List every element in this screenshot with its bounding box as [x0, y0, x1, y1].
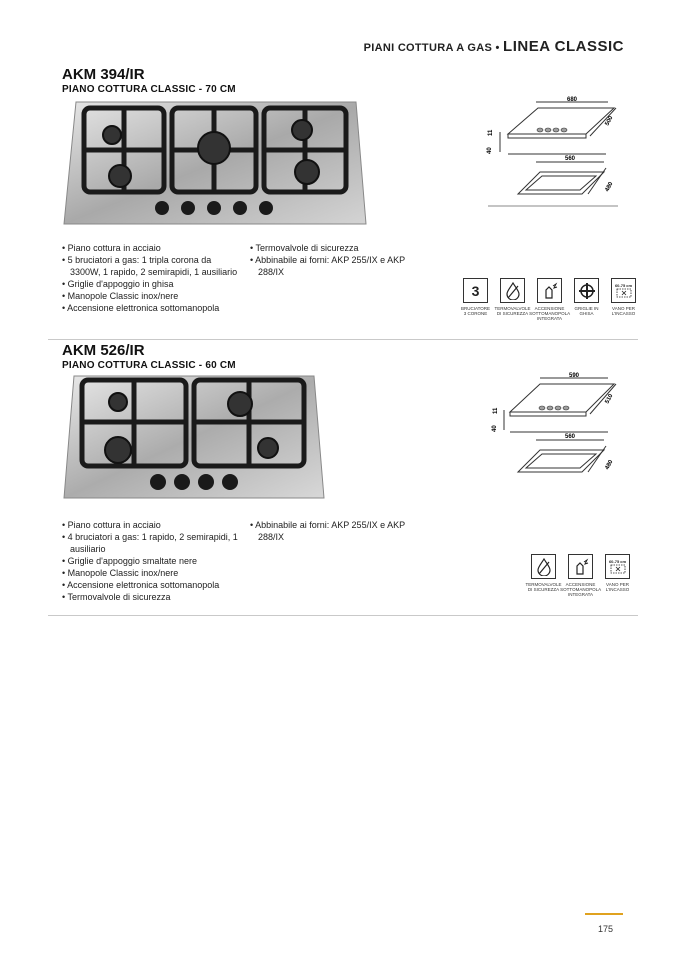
niche-icon: 60-75 cm VANO PER L'INCASSO [602, 554, 633, 597]
feature-item: • Termovalvole di sicurezza [250, 242, 415, 254]
feature-list-left-2 [62, 519, 242, 603]
dimension-diagram-1 [478, 94, 628, 214]
niche-icon: 60-75 cm VANO PER L'INCASSO [608, 278, 639, 321]
dim-height-1: 40 [492, 425, 498, 432]
dim-width: 680 [566, 97, 578, 103]
feature-item: • Abbinabile ai forni: AKP 255/IX e AKP 288/IX [250, 254, 415, 278]
dim-cut-width: 560 [564, 434, 576, 440]
feature-list-left-1 [62, 242, 242, 314]
thermo-valve-icon: TERMOVALVOLE DI SICUREZZA [528, 554, 559, 597]
product-model: AKM 526/IR [62, 342, 145, 359]
feature-item: • Manopole Classic inox/nere [62, 567, 242, 579]
dim-depth: 510 [604, 393, 615, 405]
feature-item: • Griglie d'appoggio smaltate nere [62, 555, 242, 567]
dim-height-1: 40 [487, 147, 493, 154]
feature-item: • 4 bruciatori a gas: 1 rapido, 2 semirapidi, 1 ausiliario [62, 531, 242, 555]
feature-item: • 5 bruciatori a gas: 1 tripla corona da 3300W, 1 rapido, 2 semirapidi, 1 ausiliario [62, 254, 242, 278]
dim-height-2: 11 [488, 129, 494, 136]
page-header [364, 38, 624, 55]
feature-item: • Manopole Classic inox/nere [62, 290, 242, 302]
ignition-icon: ACCENSIONE SOTTOMANOPOLA INTEGRATA [565, 554, 596, 597]
product-subtitle: PIANO COTTURA CLASSIC - 60 CM [62, 360, 236, 371]
page-number-bar [585, 913, 623, 915]
feature-item: • Piano cottura in acciaio [62, 519, 242, 531]
hob-photo-60cm [62, 374, 326, 502]
triple-crown-icon: 3 BRUCIATORE 3 CORONE [460, 278, 491, 321]
dim-cut-width: 560 [564, 156, 576, 162]
dim-cut-depth: 480 [604, 181, 615, 193]
ignition-icon: ACCENSIONE SOTTOMANOPOLA INTEGRATA [534, 278, 565, 321]
thermo-valve-icon: TERMOVALVOLE DI SICUREZZA [497, 278, 528, 321]
feature-list-right-1 [250, 242, 415, 278]
section-divider [48, 339, 638, 340]
dim-width: 590 [568, 373, 580, 379]
product-subtitle: PIANO COTTURA CLASSIC - 70 CM [62, 84, 236, 95]
feature-icons-1 [460, 278, 639, 321]
header-line: LINEA CLASSIC [503, 38, 624, 55]
dim-depth: 500 [604, 115, 615, 127]
feature-item: • Termovalvole di sicurezza [62, 591, 242, 603]
dim-cut-depth: 480 [604, 459, 615, 471]
feature-item: • Piano cottura in acciaio [62, 242, 242, 254]
feature-item: • Abbinabile ai forni: AKP 255/IX e AKP 288/IX [250, 519, 415, 543]
section-divider [48, 615, 638, 616]
feature-list-right-2 [250, 519, 415, 543]
dim-height-2: 11 [493, 407, 499, 414]
page-number: 175 [598, 924, 614, 934]
feature-icons-2 [525, 554, 633, 597]
header-separator: • [495, 42, 500, 54]
cast-iron-grid-icon: GRIGLIE IN GHISA [571, 278, 602, 321]
product-model: AKM 394/IR [62, 66, 145, 83]
hob-photo-70cm [62, 100, 368, 228]
feature-item: • Accensione elettronica sottomanopola [62, 302, 242, 314]
feature-item: • Accensione elettronica sottomanopola [62, 579, 242, 591]
header-category: PIANI COTTURA A GAS [363, 42, 493, 54]
feature-item: • Griglie d'appoggio in ghisa [62, 278, 242, 290]
dimension-diagram-2 [490, 370, 628, 490]
